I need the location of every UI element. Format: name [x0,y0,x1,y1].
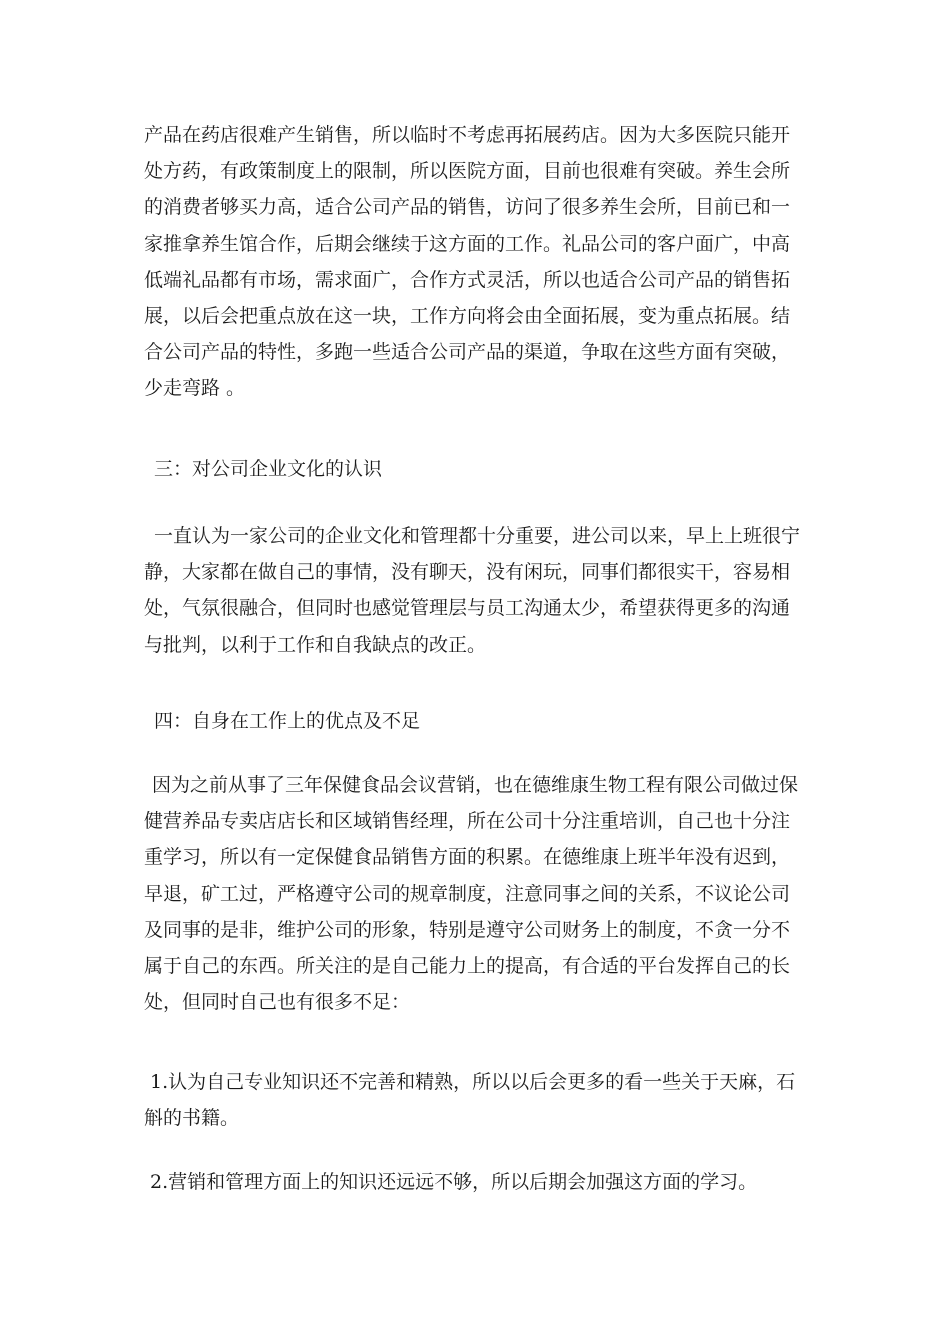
text-line: 1.认为自己专业知识还不完善和精熟，所以以后会更多的看一些关于天麻，石 [150,1071,796,1093]
section-heading-text: 三：对公司企业文化的认识 [154,458,383,480]
text-line: 的消费者够买力高，适合公司产品的销售，访问了很多养生会所，目前已和一 [144,196,791,219]
text-line: 与批判，以利于工作和自我缺点的改正。 [144,633,487,656]
section-heading-text: 四：自身在工作上的优点及不足 [154,710,421,732]
text-line: 处，气氛很融合，但同时也感觉管理层与员工沟通太少，希望获得更多的沟通 [144,597,791,620]
paragraph-company-culture [144,518,812,663]
list-item-1 [144,1064,812,1136]
paragraph-strengths [144,767,812,1020]
section-heading-3 [144,451,812,487]
text-line: 产品在药店很难产生销售，所以临时不考虑再拓展药店。因为大多医院只能开 [144,124,791,146]
text-line: 重学习，所以有一定保健食品销售方面的积累。在德维康上班半年没有迟到， [144,846,791,869]
text-line: 低端礼品都有市场，需求面广，合作方式灵活，所以也适合公司产品的销售拓 [144,268,791,291]
text-line: 处方药，有政策制度上的限制，所以医院方面，目前也很难有突破。养生会所 [144,160,791,183]
list-item-2 [144,1164,812,1200]
text-line: 家推拿养生馆合作，后期会继续于这方面的工作。礼品公司的客户面广，中高 [144,232,791,255]
text-line: 因为之前从事了三年保健食品会议营销，也在德维康生物工程有限公司做过保 [152,774,799,796]
paragraph-channel-expansion [144,117,812,407]
text-line: 展，以后会把重点放在这一块，工作方向将会由全面拓展，变为重点拓展。结 [144,305,791,328]
text-line: 处，但同时自己也有很多不足： [144,991,411,1014]
text-line: 少走弯路 。 [144,377,246,400]
section-heading-4 [144,703,812,739]
text-line: 健营养品专卖店店长和区域销售经理，所在公司十分注重培训，自己也十分注 [144,810,791,833]
text-line: 合公司产品的特性，多跑一些适合公司产品的渠道，争取在这些方面有突破， [144,341,791,364]
text-line: 2.营销和管理方面上的知识还远远不够，所以后期会加强这方面的学习。 [150,1171,758,1193]
text-line: 一直认为一家公司的企业文化和管理都十分重要，进公司以来，早上上班很宁 [154,525,801,547]
text-line: 及同事的是非，维护公司的形象，特别是遵守公司财务上的制度，不贪一分不 [144,918,791,941]
text-line: 属于自己的东西。所关注的是自己能力上的提高，有合适的平台发挥自己的长 [144,955,791,978]
text-line: 斛的书籍。 [144,1107,240,1130]
text-line: 静，大家都在做自己的事情，没有聊天，没有闲玩，同事们都很实干，容易相 [144,561,791,584]
text-line: 早退，矿工过，严格遵守公司的规章制度，注意同事之间的关系，不议论公司 [144,882,791,905]
